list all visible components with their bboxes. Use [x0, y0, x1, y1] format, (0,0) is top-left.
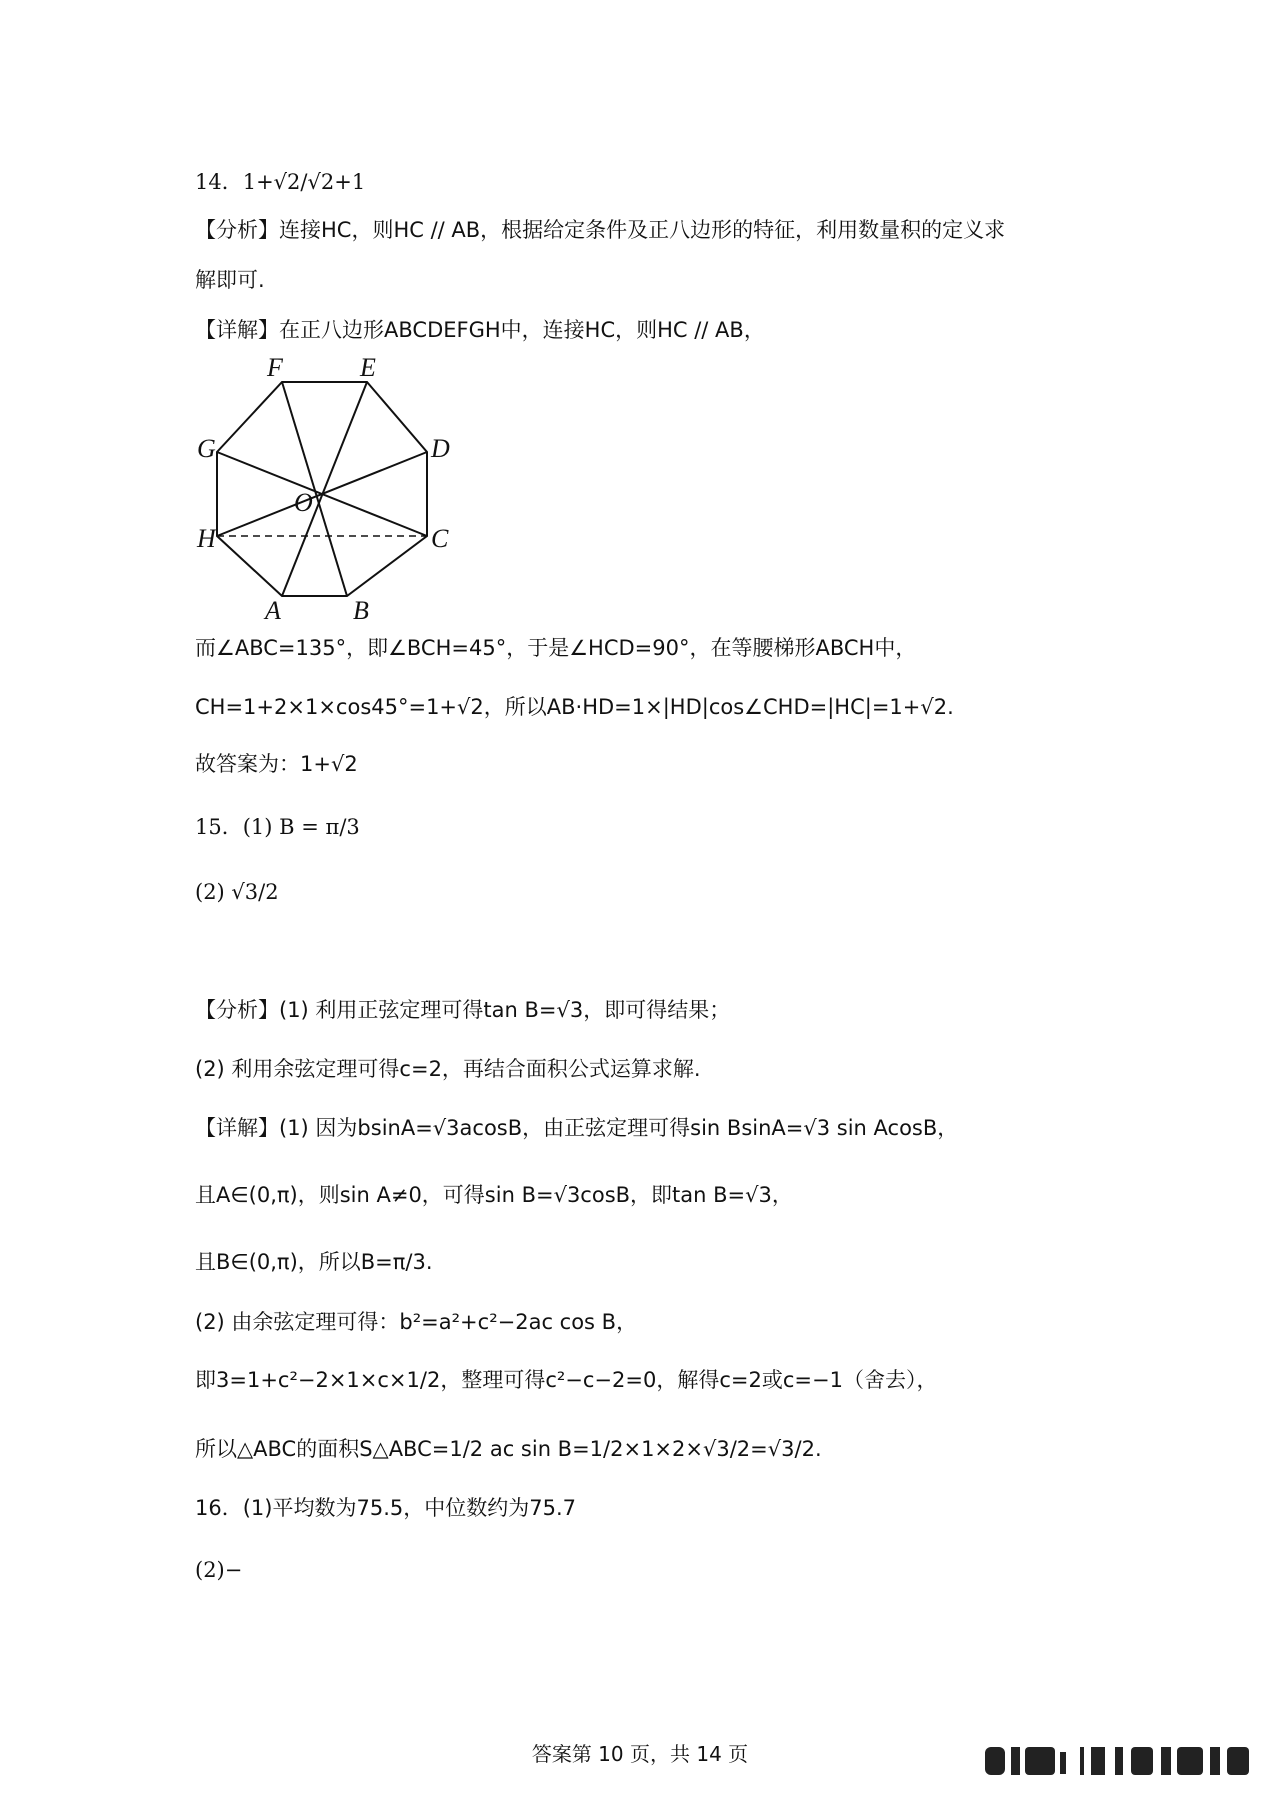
q14-analysis-cont: 解即可.: [195, 268, 265, 292]
q15-detail-4: (2) 由余弦定理可得：b²=a²+c²−2ac cos B，: [195, 1310, 638, 1334]
q15-answer-1: 15．(1) B = π/3: [195, 815, 360, 839]
q14-line4: CH=1+2×1×cos45°=1+√2，所以AB·HD=1×|HD|cos∠CHD=|HC|=1+√2.: [195, 695, 954, 719]
q15-answer-2: (2) √3/2: [195, 880, 279, 904]
q14-answer: 14．1+√2/√2+1: [195, 170, 366, 194]
diagonal-BF: [282, 382, 347, 596]
watermark-logo: [985, 1742, 1255, 1782]
q14-line3: 而∠ABC=135°，即∠BCH=45°，于是∠HCD=90°，在等腰梯形ABCH中，: [195, 636, 917, 660]
label-A: A: [265, 596, 281, 620]
q15-detail-3: 且B∈(0,π)，所以B=π/3.: [195, 1250, 433, 1274]
q15-analysis-1: 【分析】(1) 利用正弦定理可得tan B=√3，即可得结果；: [195, 998, 731, 1022]
q15-detail-1: 【详解】(1) 因为bsinA=√3acosB，由正弦定理可得sin BsinA=√3 sin AcosB，: [195, 1116, 959, 1140]
analysis-text: 连接HC，则HC // AB，根据给定条件及正八边形的特征，利用数量积的定义求: [279, 218, 1006, 242]
detail-tag: 【详解】: [195, 318, 279, 342]
label-G: G: [197, 434, 216, 463]
q14-detail: [195, 318, 765, 343]
q16-answer-2: (2)−: [195, 1558, 243, 1582]
q15-detail-5: 即3=1+c²−2×1×c×1/2，整理可得c²−c−2=0，解得c=2或c=−1（舍去），: [195, 1368, 938, 1392]
q15-analysis-2: (2) 利用余弦定理可得c=2，再结合面积公式运算求解.: [195, 1057, 701, 1081]
octagon-diagram: [195, 355, 455, 620]
label-O: O: [294, 488, 313, 517]
q14-analysis: [195, 218, 1005, 243]
label-C: C: [431, 524, 449, 553]
label-H: H: [197, 524, 216, 553]
q16-answer-1: 16．(1)平均数为75.5，中位数约为75.7: [195, 1496, 576, 1520]
q15-detail-2: 且A∈(0,π)，则sin A≠0，可得sin B=√3cosB，即tan B=√3，: [195, 1183, 793, 1207]
q14-final: 故答案为：1+√2: [195, 752, 358, 776]
detail-text: 在正八边形ABCDEFGH中，连接HC，则HC // AB，: [279, 318, 765, 342]
label-E: E: [360, 355, 376, 382]
page-footer: 答案第 10 页，共 14 页: [531, 1742, 749, 1766]
octagon-outline: [217, 382, 427, 596]
analysis-tag: 【分析】: [195, 218, 279, 242]
label-F: F: [267, 355, 283, 382]
label-D: D: [431, 434, 450, 463]
label-B: B: [353, 596, 369, 620]
q15-detail-6: 所以△ABC的面积S△ABC=1/2 ac sin B=1/2×1×2×√3/2=√3/2.: [195, 1437, 822, 1461]
